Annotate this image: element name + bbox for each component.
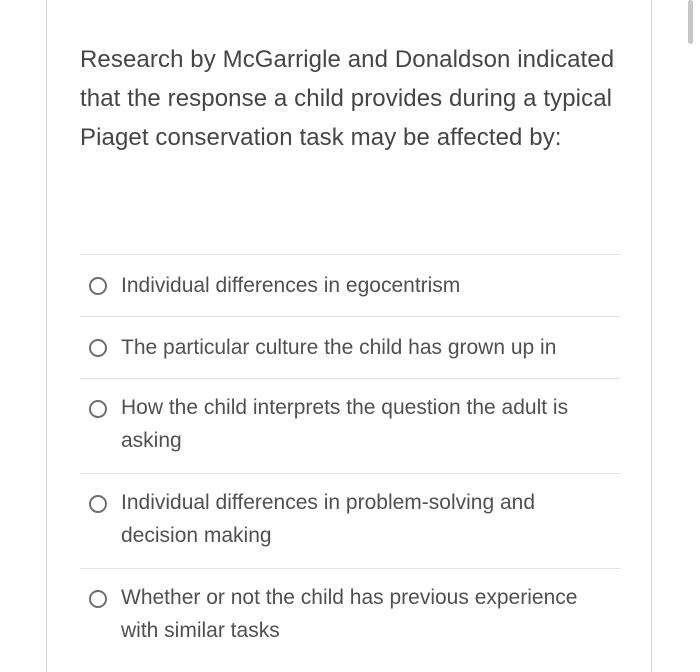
question-text: Research by McGarrigle and Donaldson indicated that the response a child provides during a typical Piaget conservation task may be affected by: [80, 46, 615, 151]
radio-button-icon[interactable] [89, 590, 107, 608]
answer-option-1[interactable] [80, 254, 620, 316]
answer-option-label: The particular culture the child has grown up in [121, 336, 557, 359]
answer-option-5[interactable] [80, 568, 620, 672]
scrollbar-thumb[interactable] [688, 0, 693, 44]
answer-option-label: How the child interprets the question the adult is asking [121, 396, 569, 452]
radio-button-icon[interactable] [89, 495, 107, 513]
answer-options [80, 254, 620, 672]
answer-option-label: Individual differences in egocentrism [121, 274, 461, 297]
answer-option-2[interactable] [80, 316, 620, 378]
answer-option-label: Individual differences in problem-solving and decision making [121, 491, 536, 547]
radio-button-icon[interactable] [89, 339, 107, 357]
answer-option-4[interactable] [80, 473, 620, 568]
answer-option-3[interactable] [80, 378, 620, 473]
radio-button-icon[interactable] [89, 400, 107, 418]
radio-button-icon[interactable] [89, 277, 107, 295]
answer-option-label: Whether or not the child has previous experience with similar tasks [121, 586, 578, 642]
